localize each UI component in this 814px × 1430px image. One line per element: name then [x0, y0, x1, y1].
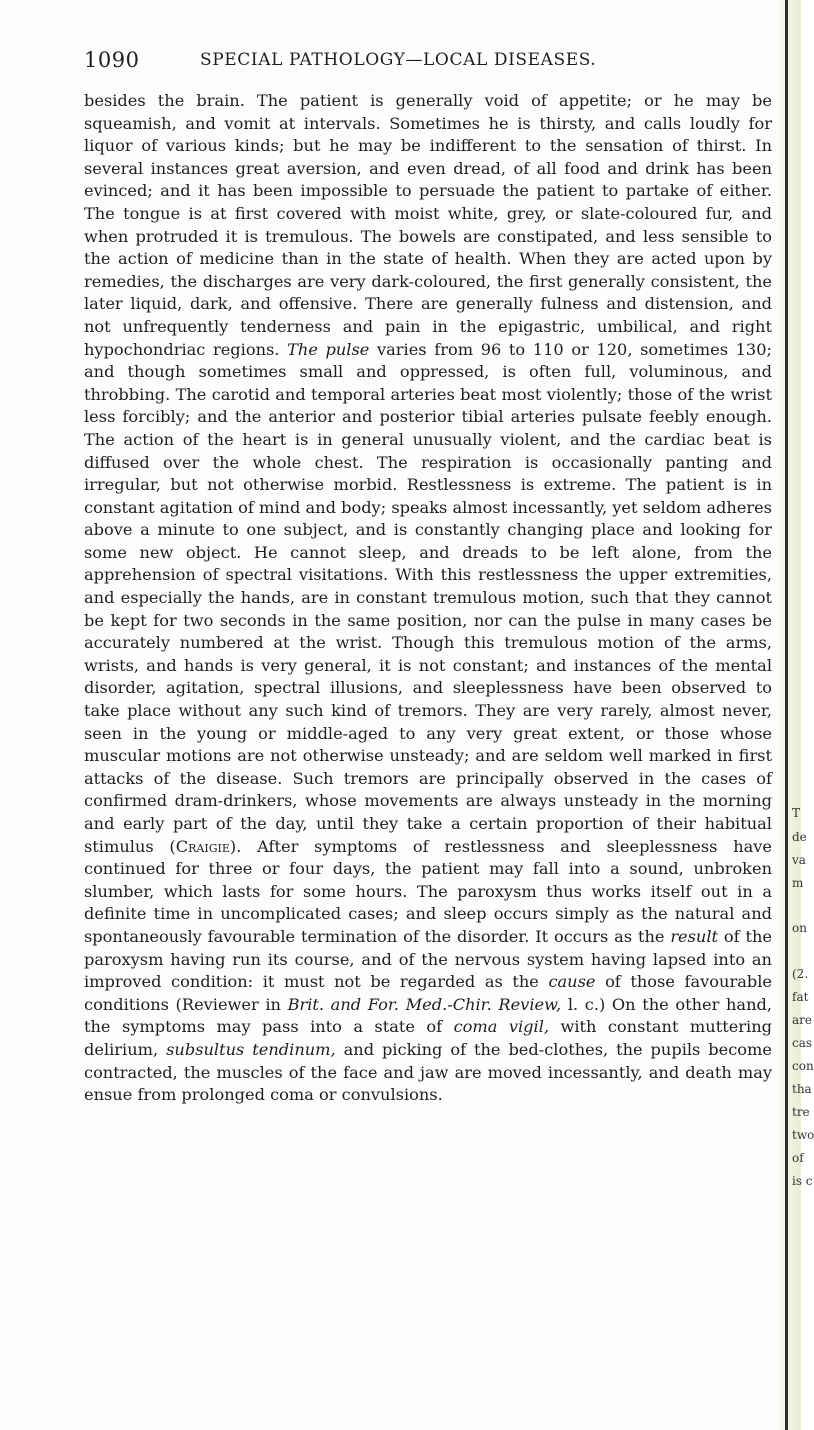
margin-fragment: va — [792, 853, 806, 867]
margin-fragment: (2. — [792, 967, 809, 981]
italic-term-pulse: The pulse — [287, 339, 370, 359]
margin-fragment: tre — [792, 1105, 810, 1119]
text-segment: and picking of the bed-clothes, the pupils become contracted, the muscles of the face and jaw are moved incessantly, and death may ensue from prolonged coma or convulsions. — [84, 1039, 772, 1105]
citation-craigie: Craigie — [175, 836, 230, 856]
italic-term-result: result — [670, 926, 719, 946]
page-number: 1090 — [84, 48, 140, 72]
margin-fragment: is c — [792, 1174, 813, 1188]
page-fold-line — [785, 0, 788, 1430]
text-segment: of the paroxysm having run its course, and of the nervous system having lapsed into an improved condition: it must not be regarded as the — [84, 926, 772, 992]
margin-fragment: tha — [792, 1082, 812, 1096]
italic-term-coma-vigil: coma vigil, — [453, 1017, 550, 1037]
margin-fragment: two — [792, 1128, 814, 1142]
text-segment: besides the brain. The patient is generally void of appetite; or he may be squeamish, and vomit at intervals. Sometimes he is thirsty, and calls loudly for liquor of various kinds; but he may be indifferent to the sensation of thirst. In several instances great aversion, and even dread, of all food and drink has been evinced; and it has been impossible to persuade the patient to partake of either. The tongue is at first covered with moist white, grey, or slate-coloured fur, and when protruded it is tremulous. The bowels are constipated, and less sensible to the action of medicine than in the state of health. When they are acted upon by remedies, the discharges are very dark-coloured, the first generally consistent, the later liquid, dark, and offensive. There are generally fulness and distension, and not unfrequently tenderness and pain in the epigastric, umbilical, and right hypochondriac regions. — [84, 91, 772, 359]
text-segment: ). After symptoms of restlessness and sleeplessness have continued for three or four days, the patient may fall into a sound, unbroken slumber, which lasts for some hours. The paroxysm thus works itself out in a definite time in uncomplicated cases; and sleep occurs simply as the natural and spontaneously favourable termination of the disorder. It occurs as the — [84, 836, 772, 946]
body-paragraph — [84, 90, 772, 1107]
text-segment: varies from 96 to 110 or 120, sometimes 130; and though sometimes small and oppressed, is often full, voluminous, and throbbing. The carotid and temporal arteries beat most violently; those of the wrist less forcibly; and the anterior and posterior tibial arteries pulsate feebly enough. The action of the heart is in general unusually violent, and the cardiac beat is diffused over the whole chest. The respiration is occasionally panting and irregular, but not otherwise morbid. Restlessness is extreme. The patient is in constant agitation of mind and body; speaks almost incessantly, yet seldom adheres above a minute to one subject, and is constantly changing place and looking for some new object. He cannot sleep, and dreads to be left alone, from the apprehension of spectral visitations. With this restlessness the upper extremities, and especially the hands, are in constant tremulous motion, such that they cannot be kept for two seconds in the same position, nor can the pulse in many cases be accurately numbered at the wrist. Though this tremulous motion of the arms, wrists, and hands is very general, it is not constant; and instances of the mental disorder, agitation, spectral illusions, and sleeplessness have been observed to take place without any such kind of tremors. They are very rarely, almost never, seen in the young or middle-aged to any very great extent, or those whose muscular motions are not otherwise unsteady; and are seldom well marked in first attacks of the disease. Such tremors are principally observed in the cases of confirmed dram-drinkers, whose movements are always unsteady in the morning and early part of the day, until they take a certain proportion of their habitual stimulus ( — [84, 339, 772, 856]
page-header — [84, 48, 784, 78]
margin-fragment: m — [792, 876, 804, 890]
margin-fragment: con — [792, 1059, 814, 1073]
margin-fragment: T — [792, 806, 801, 820]
margin-fragment: de — [792, 830, 807, 844]
text-segment: of those favourable conditions (Reviewer in — [84, 972, 772, 1014]
margin-fragment: cas — [792, 1036, 813, 1050]
text-segment: with constant muttering delirium, — [84, 1017, 772, 1059]
italic-term-subsultus: subsultus tendinum, — [166, 1039, 336, 1059]
margin-fragment: fat — [792, 990, 809, 1004]
running-head: SPECIAL PATHOLOGY—LOCAL DISEASES. — [200, 50, 597, 70]
margin-fragment: on — [792, 921, 807, 935]
margin-fragment: of — [792, 1151, 804, 1165]
italic-term-cause: cause — [548, 972, 596, 992]
journal-title: Brit. and For. Med.-Chir. Review, — [287, 994, 562, 1014]
margin-fragment: are — [792, 1013, 812, 1027]
text-segment: l. c.) On the other hand, the symptoms may pass into a state of — [84, 994, 772, 1037]
